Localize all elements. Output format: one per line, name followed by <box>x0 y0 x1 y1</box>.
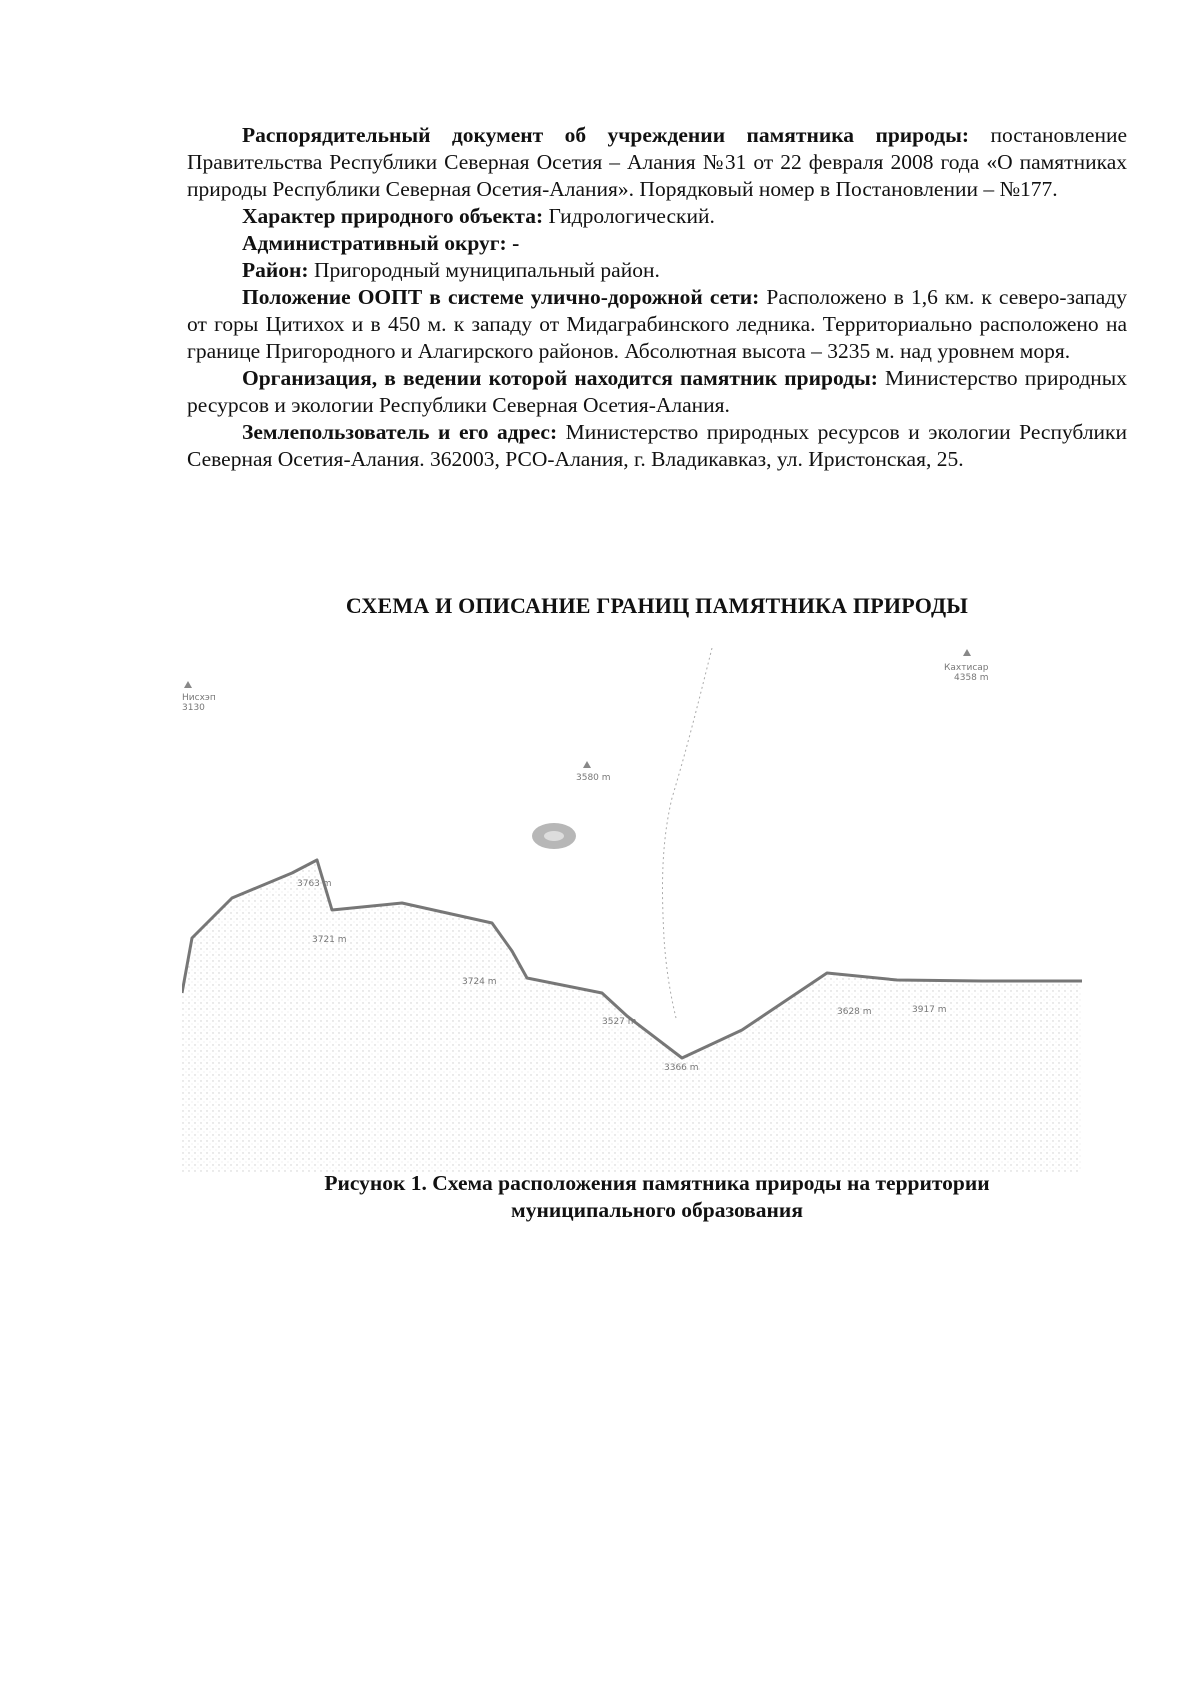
caption-line-1: Рисунок 1. Схема расположения памятника природы на территории <box>324 1171 990 1195</box>
paragraph-organization <box>187 365 1127 419</box>
caption-line-2: муниципального образования <box>511 1198 803 1222</box>
map-label-peak-c: 3628 m <box>837 1007 872 1017</box>
peak-marker-center-icon <box>583 761 591 768</box>
para-label: Район: <box>242 258 309 282</box>
para-label: Административный округ: - <box>242 231 520 255</box>
map-label-peak-top-right-height: 4358 m <box>954 673 989 683</box>
para-label: Характер природного объекта: <box>242 204 544 228</box>
glacier-lake-inner <box>544 831 564 841</box>
section-title: СХЕМА И ОПИСАНИЕ ГРАНИЦ ПАМЯТНИКА ПРИРОДЫ <box>345 593 969 618</box>
para-text: Пригородный муниципальный район. <box>308 258 660 282</box>
map-label-ridge-top: 3763 m <box>297 879 332 889</box>
paragraph-decree <box>187 122 1127 203</box>
para-label: Организация, в ведении которой находится памятник природы: <box>242 366 878 390</box>
map-label-peak-b: 3724 m <box>462 977 497 987</box>
para-text: Гидрологический. <box>543 204 715 228</box>
map-label-peak-left-height: 3130 <box>182 703 205 713</box>
paragraph-land-user <box>187 419 1127 473</box>
map-label-peak-a: 3721 m <box>312 935 347 945</box>
para-label: Положение ООПТ в системе улично-дорожной сети: <box>242 285 760 309</box>
para-text: Расположено в 1,6 км. к северо-западу от горы Цитихох и в 450 м. к западу от Мидаграбинского ледника. Территориально расположено на границе Пригородного и Алагирского районов. Абсолютная высота – 3235 м. над уровнем моря. <box>187 285 1127 363</box>
para-label: Распорядительный документ об учреждении памятника природы: <box>242 123 970 147</box>
map-label-center-peak: 3580 m <box>576 773 611 783</box>
paragraph-region <box>187 257 1127 284</box>
paragraph-object-type <box>187 203 1127 230</box>
map-label-peak-left-name: Нисхэп <box>182 693 216 703</box>
para-text: постановление Правительства Республики Северная Осетия – Алания №31 от 22 февраля 2008 года «О памятниках природы Республики Северная Осетия-Алания». Порядковый номер в Постановлении – №177. <box>187 123 1127 201</box>
paragraph-location <box>187 284 1127 365</box>
para-text: Министерство природных ресурсов и экологии Республики Северная Осетия-Алания. 362003, РСО-Алания, г. Владикавказ, ул. Иристонская, 25. <box>187 420 1128 471</box>
figure-caption <box>187 1170 1127 1224</box>
text-block <box>187 122 1127 473</box>
paragraph-admin-district <box>187 230 1127 257</box>
peak-marker-left-icon <box>184 681 192 688</box>
map-label-saddle: 3527 m <box>602 1017 637 1027</box>
river-line <box>662 648 712 1018</box>
peak-marker-top-right-icon <box>963 649 971 656</box>
para-label: Землепользователь и его адрес: <box>242 420 558 444</box>
map-label-peak-top-right-name: Кахтисар <box>944 663 989 673</box>
map-label-low-point: 3366 m <box>664 1063 699 1073</box>
map-label-peak-d: 3917 m <box>912 1005 947 1015</box>
location-map <box>182 648 1082 1173</box>
para-text: Министерство природных ресурсов и экологии Республики Северная Осетия-Алания. <box>187 366 1128 417</box>
